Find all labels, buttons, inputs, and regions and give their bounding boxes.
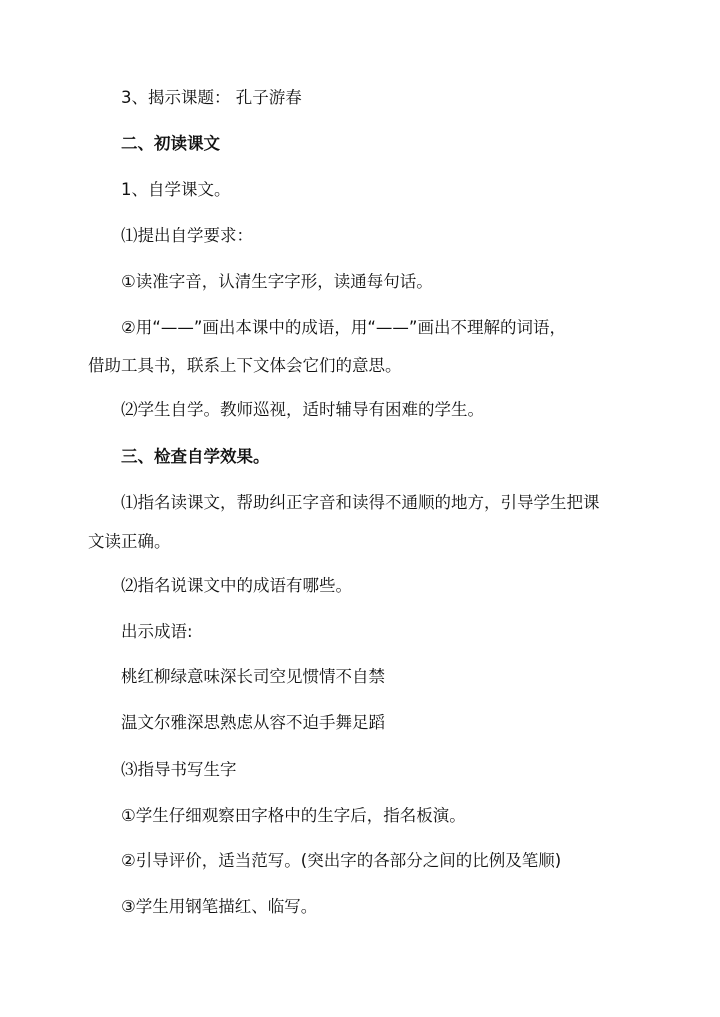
writing-step-3: ③学生用钢笔描红、临写。 (121, 897, 318, 916)
step-requirements: ⑴提出自学要求： (121, 226, 253, 245)
writing-step-1: ①学生仔细观察田字格中的生字后，指名板演。 (121, 806, 466, 825)
step-student-study: ⑵学生自学。教师巡视，适时辅导有困难的学生。 (121, 400, 484, 419)
section-heading-read: 二、初读课文 (121, 134, 220, 153)
idiom-row-1: 桃红柳绿意味深长司空见惯情不自禁 (121, 667, 385, 686)
idiom-intro: 出示成语: (121, 622, 193, 641)
check-item-2: ⑵指名说课文中的成语有哪些。 (121, 576, 352, 595)
requirement-item-1: ①读准字音，认清生字字形，读通每句话。 (121, 272, 433, 291)
check-item-3: ⑶指导书写生字 (121, 760, 237, 779)
writing-step-2: ②引导评价，适当范写。(突出字的各部分之间的比例及笔顺) (121, 851, 562, 870)
lesson-title-line: 3、揭示课题： 孔子游春 (121, 88, 302, 107)
step-self-study: 1、自学课文。 (121, 180, 231, 199)
requirement-item-2: ②用“——”画出本课中的成语，用“——”画出不理解的词语， (121, 318, 566, 337)
idiom-row-2: 温文尔雅深思熟虑从容不迫手舞足蹈 (121, 713, 385, 732)
check-item-1: ⑴指名读课文，帮助纠正字音和读得不通顺的地方，引导学生把课 (121, 493, 600, 512)
check-item-1-cont: 文读正确。 (88, 532, 171, 551)
requirement-item-2-cont: 借助工具书，联系上下文体会它们的意思。 (88, 356, 402, 375)
section-heading-check: 三、检查自学效果。 (121, 447, 270, 466)
